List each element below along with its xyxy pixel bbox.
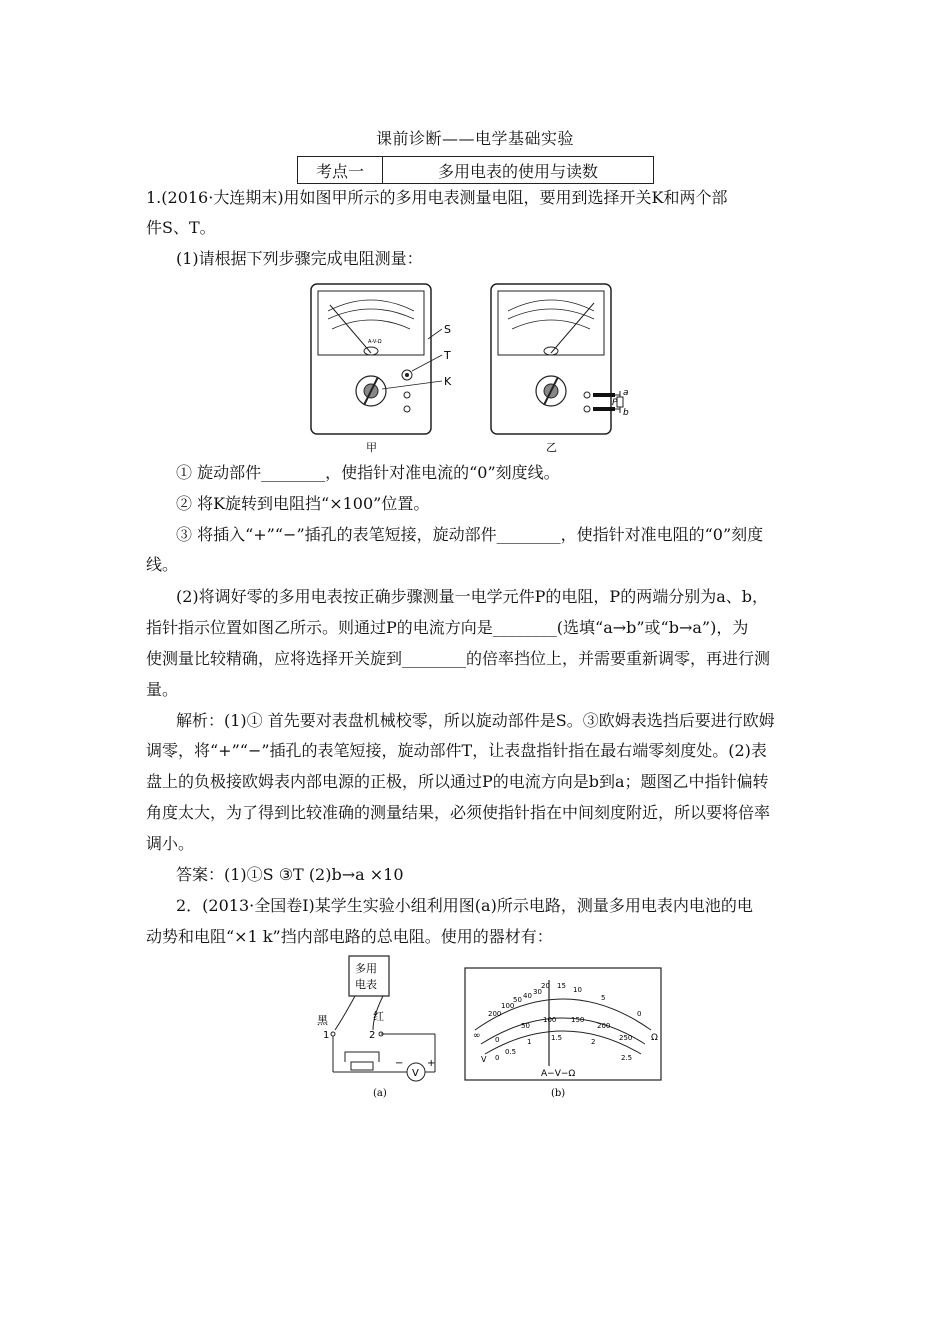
label-red: 红 [373, 1010, 384, 1023]
q1-step3-b: 线。 [146, 555, 179, 574]
label-S: S [444, 323, 451, 336]
ohm-tick: 50 [513, 996, 522, 1004]
dial-label-jia: A-V-Ω [368, 339, 382, 345]
ohm-tick: 0 [637, 1010, 642, 1018]
analysis-line3: 盘上的负极接欧姆表内部电源的正极，所以通过P的电流方向是b到a；题图乙中指针偏转 [146, 772, 769, 791]
low-tick: 2 [591, 1038, 596, 1046]
q1-sub2-d: 量。 [146, 680, 179, 699]
analysis-line5: 调小。 [146, 834, 195, 853]
ohm-tick: 10 [573, 986, 582, 994]
inf-mark: ∞ [473, 1031, 481, 1041]
q1-line1: 1.(2016·大连期末)用如图甲所示的多用电表测量电阻，要用到选择开关K和两个部 [146, 188, 728, 207]
ohm-tick: 5 [601, 994, 606, 1002]
analysis-line1: 解析：(1)① 首先要对表盘机械校零，所以旋动部件是S。③欧姆表选挡后要进行欧姆 [176, 711, 775, 730]
topic-table [297, 156, 654, 184]
multimeter-jia [311, 284, 452, 454]
low-tick: 1 [527, 1038, 532, 1046]
label-T: T [444, 349, 451, 362]
mid-tick: 50 [521, 1022, 530, 1030]
low-tick: 2.5 [621, 1054, 633, 1062]
q2-line1: 2．(2013·全国卷Ⅰ)某学生实验小组利用图(a)所示电路，测量多用电表内电池的电 [176, 896, 753, 915]
q1-sub2-b: 指针指示位置如图乙所示。则通过P的电流方向是________(选填“a→b”或“b→a”)，为 [146, 618, 749, 637]
circuit-and-scale-figure [315, 948, 665, 1100]
topic-name: 多用电表的使用与读数 [383, 157, 654, 184]
low-tick: 0.5 [505, 1048, 517, 1056]
scale-label: A−V−Ω [541, 1069, 576, 1079]
voltmeter-label: V [412, 1068, 419, 1079]
answer-line: 答案：(1)①S ③T (2)b→a ×10 [176, 865, 404, 884]
q1-sub2-a: (2)将调好零的多用电表按正确步骤测量一电学元件P的电阻，P的两端分别为a、b， [176, 587, 768, 606]
multimeter-yi [491, 284, 629, 454]
mid-tick: 200 [597, 1022, 611, 1030]
multimeter-figure [310, 283, 630, 455]
caption-a: (a) [373, 1088, 387, 1099]
mid-tick: 100 [543, 1016, 557, 1024]
terminal-2: 2 [369, 1030, 376, 1041]
ohm-tick: 20 [541, 982, 550, 990]
ohm-tick: 200 [488, 1010, 502, 1018]
q2-line2: 动势和电阻“×1 k”挡内部电路的总电阻。使用的器材有： [146, 927, 553, 946]
terminal-1: 1 [323, 1030, 330, 1041]
voltmeter-plus: + [427, 1058, 436, 1069]
mid-tick: 0 [495, 1036, 500, 1044]
ohm-tick: 100 [501, 1002, 515, 1010]
mid-tick: 150 [571, 1016, 585, 1024]
low-tick: 0 [495, 1054, 500, 1062]
label-a: a [623, 388, 629, 398]
voltmeter-minus: − [395, 1058, 404, 1069]
omega-mark: Ω [651, 1033, 658, 1043]
meter-scale-b [465, 968, 661, 1099]
label-b: b [623, 408, 629, 418]
q1-line2: 件S、T。 [146, 218, 216, 237]
box-label-2: 电表 [355, 978, 377, 991]
mid-tick: 250 [619, 1034, 633, 1042]
q1-sub2-c: 使测量比较精确，应将选择开关旋到________的倍率挡位上，并需要重新调零，再进行测 [146, 649, 771, 668]
box-label-1: 多用 [355, 962, 377, 975]
caption-yi: 乙 [546, 441, 557, 454]
low-tick: 1.5 [551, 1034, 563, 1042]
analysis-line2: 调零，将“+”“−”插孔的表笔短接，旋动部件T，让表盘指针指在最右端零刻度处。(2)表 [146, 741, 767, 760]
label-K: K [444, 375, 452, 388]
page-title: 课前诊断——电学基础实验 [375, 129, 574, 148]
circuit-a [317, 956, 435, 1099]
caption-b: (b) [551, 1088, 566, 1099]
q1-step3-a: ③ 将插入“+”“−”插孔的表笔短接，旋动部件________，使指针对准电阻的“0”刻度 [176, 525, 764, 544]
q1-step1: ① 旋动部件________，使指针对准电流的“0”刻度线。 [176, 463, 560, 482]
label-P: P [612, 398, 618, 408]
caption-jia: 甲 [366, 441, 377, 454]
topic-label: 考点一 [298, 157, 383, 184]
analysis-line4: 角度太大，为了得到比较准确的测量结果，必须使指针指在中间刻度附近，所以要将倍率 [146, 803, 771, 822]
q1-step2: ② 将K旋转到电阻挡“×100”位置。 [176, 494, 430, 513]
q1-sub1: (1)请根据下列步骤完成电阻测量： [176, 249, 423, 268]
v-mark: V [481, 1055, 487, 1064]
ohm-tick: 15 [557, 982, 566, 990]
ohm-tick: 40 [523, 992, 532, 1000]
label-black: 黑 [317, 1014, 328, 1027]
ohm-tick: 30 [533, 988, 542, 996]
